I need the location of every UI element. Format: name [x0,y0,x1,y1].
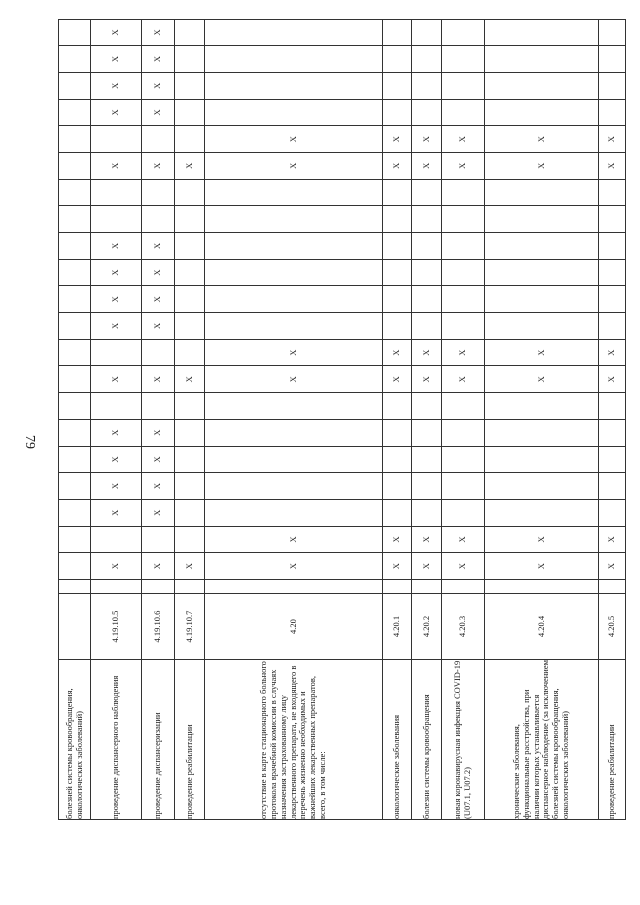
mark-cell [599,259,626,286]
rotated-table-frame [58,20,626,820]
mark-cell [205,179,382,206]
mark-cell [599,19,626,46]
mark-cell: X [91,259,142,286]
mark-cell [174,393,205,420]
mark-cell: X [441,153,484,180]
mark-cell [484,446,598,473]
table-row [59,19,91,819]
mark-cell [59,393,91,420]
mark-cell [484,99,598,126]
mark-cell: X [91,446,142,473]
mark-cell: X [412,526,442,553]
mark-cell: X [174,153,205,180]
mark-cell: X [142,46,174,73]
mark-cell: X [484,339,598,366]
row-description: отсутствие в карте стационарного больного протокола врачебной комиссии в случаях назначения застрахованному лицу лекарственного препарата, не входящего в перечень жизненно необходимых и важнейших лекарственных препаратов, всего, в том числе: [205,660,382,820]
mark-cell: X [142,153,174,180]
mark-cell [382,473,412,500]
table-wrapper [58,20,640,819]
table-row [142,19,174,819]
row-code: 4.20.1 [382,594,412,660]
mark-cell [382,72,412,99]
mark-cell [91,206,142,233]
mark-cell [59,580,91,594]
mark-cell [59,206,91,233]
table-row [205,19,382,819]
mark-cell [599,206,626,233]
mark-cell [59,286,91,313]
mark-cell: X [441,339,484,366]
mark-cell: X [142,19,174,46]
mark-cell [412,259,442,286]
mark-cell [441,313,484,340]
mark-cell [91,526,142,553]
mark-cell [174,339,205,366]
mark-cell [599,179,626,206]
mark-cell [59,473,91,500]
mark-cell [441,393,484,420]
mark-cell: X [441,526,484,553]
mark-cell: X [91,46,142,73]
row-code: 4.20.4 [484,594,598,660]
mark-cell [599,99,626,126]
mark-cell: X [205,553,382,580]
mark-cell: X [91,313,142,340]
mark-cell [484,580,598,594]
mark-cell: X [91,473,142,500]
mark-cell [484,313,598,340]
mark-cell: X [484,526,598,553]
mark-cell: X [484,126,598,153]
mark-cell [441,419,484,446]
mark-cell: X [441,366,484,393]
row-description: новая коронавирусная инфекция COVID-19 (U07.1, U07.2) [441,660,484,820]
mark-cell [484,499,598,526]
mark-cell [174,179,205,206]
mark-cell [599,580,626,594]
mark-cell [205,286,382,313]
mark-cell [382,179,412,206]
mark-cell [59,46,91,73]
mark-cell [382,393,412,420]
mark-cell [59,72,91,99]
mark-cell: X [382,366,412,393]
mark-cell: X [599,526,626,553]
mark-cell: X [412,366,442,393]
mark-cell: X [91,366,142,393]
mark-cell [484,419,598,446]
mark-cell: X [205,366,382,393]
mark-cell: X [205,126,382,153]
criteria-table [58,19,626,820]
mark-cell [382,446,412,473]
mark-cell [91,393,142,420]
mark-cell: X [142,233,174,260]
mark-cell [205,99,382,126]
row-description: болезни системы кровообращения [412,660,442,820]
mark-cell [59,99,91,126]
mark-cell [59,553,91,580]
mark-cell: X [484,553,598,580]
mark-cell: X [142,366,174,393]
mark-cell: X [441,126,484,153]
mark-cell: X [599,126,626,153]
mark-cell [205,580,382,594]
mark-cell: X [91,153,142,180]
mark-cell [174,580,205,594]
row-description: онкологические заболевания [382,660,412,820]
mark-cell: X [142,419,174,446]
mark-cell [174,233,205,260]
mark-cell [412,233,442,260]
mark-cell [382,313,412,340]
mark-cell [441,233,484,260]
mark-cell: X [142,99,174,126]
mark-cell: X [412,339,442,366]
mark-cell [142,393,174,420]
mark-cell [382,499,412,526]
mark-cell: X [412,126,442,153]
mark-cell [59,179,91,206]
mark-cell [174,206,205,233]
mark-cell: X [382,153,412,180]
mark-cell [441,446,484,473]
mark-cell [205,313,382,340]
row-code: 4.20 [205,594,382,660]
mark-cell [599,393,626,420]
mark-cell [174,99,205,126]
mark-cell: X [91,553,142,580]
mark-cell: X [599,153,626,180]
mark-cell: X [441,553,484,580]
mark-cell [174,419,205,446]
mark-cell [205,473,382,500]
mark-cell [412,72,442,99]
mark-cell: X [91,72,142,99]
mark-cell [91,179,142,206]
mark-cell [59,446,91,473]
mark-cell: X [205,526,382,553]
mark-cell [599,499,626,526]
mark-cell [484,206,598,233]
mark-cell [441,206,484,233]
mark-cell [205,419,382,446]
mark-cell [412,499,442,526]
mark-cell [599,446,626,473]
row-description: проведение диспансеризации [142,660,174,820]
mark-cell [412,393,442,420]
row-code: 4.19.10.6 [142,594,174,660]
mark-cell [205,206,382,233]
mark-cell [174,46,205,73]
mark-cell: X [599,366,626,393]
mark-cell [599,473,626,500]
mark-cell [174,19,205,46]
mark-cell [484,286,598,313]
mark-cell: X [484,366,598,393]
mark-cell [382,419,412,446]
mark-cell: X [142,553,174,580]
mark-cell [142,126,174,153]
mark-cell [205,499,382,526]
row-code: 4.20.5 [599,594,626,660]
row-description: проведение реабилитации [174,660,205,820]
mark-cell [412,206,442,233]
mark-cell [174,72,205,99]
mark-cell [174,473,205,500]
mark-cell [382,580,412,594]
mark-cell: X [205,153,382,180]
mark-cell [174,286,205,313]
mark-cell: X [174,366,205,393]
mark-cell [412,286,442,313]
mark-cell [382,99,412,126]
mark-cell [59,313,91,340]
mark-cell [205,19,382,46]
mark-cell [174,126,205,153]
mark-cell: X [599,553,626,580]
mark-cell [174,499,205,526]
mark-cell: X [412,553,442,580]
mark-cell [59,419,91,446]
mark-cell [91,339,142,366]
mark-cell: X [382,126,412,153]
row-code: 4.20.3 [441,594,484,660]
mark-cell [441,259,484,286]
row-code: 4.19.10.7 [174,594,205,660]
mark-cell: X [91,286,142,313]
mark-cell [484,259,598,286]
mark-cell [174,526,205,553]
mark-cell [484,179,598,206]
mark-cell [441,46,484,73]
mark-cell [412,179,442,206]
mark-cell: X [91,499,142,526]
page-number: 79 [22,435,37,449]
mark-cell: X [91,419,142,446]
mark-cell [441,72,484,99]
mark-cell [91,580,142,594]
mark-cell [441,179,484,206]
mark-cell [142,206,174,233]
mark-cell: X [205,339,382,366]
mark-cell [599,313,626,340]
mark-cell: X [142,499,174,526]
table-row [174,19,205,819]
mark-cell [59,233,91,260]
mark-cell [484,473,598,500]
mark-cell [441,580,484,594]
mark-cell [599,72,626,99]
mark-cell [484,233,598,260]
mark-cell [205,46,382,73]
mark-cell [382,233,412,260]
mark-cell: X [91,99,142,126]
row-description: проведение реабилитации [599,660,626,820]
table-row [412,19,442,819]
mark-cell [412,313,442,340]
mark-cell: X [91,233,142,260]
mark-cell [174,446,205,473]
row-description: проведение диспансерного наблюдения [91,660,142,820]
mark-cell [599,233,626,260]
mark-cell [484,19,598,46]
mark-cell [484,393,598,420]
mark-cell [441,99,484,126]
mark-cell [59,499,91,526]
mark-cell [412,473,442,500]
mark-cell [59,259,91,286]
mark-cell: X [142,473,174,500]
mark-cell [412,580,442,594]
mark-cell [441,19,484,46]
mark-cell: X [174,553,205,580]
mark-cell [382,206,412,233]
mark-cell [205,259,382,286]
mark-cell [382,19,412,46]
mark-cell: X [142,446,174,473]
mark-cell: X [484,153,598,180]
table-row [382,19,412,819]
mark-cell [205,72,382,99]
mark-cell: X [412,153,442,180]
mark-cell [412,99,442,126]
mark-cell [599,46,626,73]
table-row [91,19,142,819]
mark-cell [412,419,442,446]
row-description: хронические заболевания, функциональные расстройства, при наличии которых устанавливается диспансерное наблюдение (за исключением болезней системы кровообращения, онкологических заболеваний) [484,660,598,820]
mark-cell [382,46,412,73]
mark-cell [412,446,442,473]
mark-cell [205,393,382,420]
mark-cell [59,339,91,366]
mark-cell [59,126,91,153]
mark-cell [484,72,598,99]
table-row [484,19,598,819]
mark-cell: X [382,526,412,553]
mark-cell [142,339,174,366]
row-description: болезней системы кровообращения, онкологических заболеваний) [59,660,91,820]
mark-cell: X [599,339,626,366]
mark-cell: X [142,72,174,99]
mark-cell [205,233,382,260]
mark-cell: X [382,339,412,366]
mark-cell: X [91,19,142,46]
mark-cell [59,19,91,46]
mark-cell: X [142,286,174,313]
mark-cell [382,286,412,313]
mark-cell [484,46,598,73]
mark-cell [142,179,174,206]
table-row [441,19,484,819]
mark-cell [142,580,174,594]
row-code [59,594,91,660]
mark-cell [91,126,142,153]
mark-cell [142,526,174,553]
mark-cell: X [142,313,174,340]
mark-cell [441,499,484,526]
mark-cell [412,46,442,73]
mark-cell [382,259,412,286]
mark-cell [205,446,382,473]
mark-cell [174,313,205,340]
mark-cell [599,419,626,446]
table-row [599,19,626,819]
mark-cell [599,286,626,313]
mark-cell [441,286,484,313]
mark-cell: X [142,259,174,286]
row-code: 4.20.2 [412,594,442,660]
row-code: 4.19.10.5 [91,594,142,660]
mark-cell: X [382,553,412,580]
mark-cell [412,19,442,46]
mark-cell [59,366,91,393]
mark-cell [174,259,205,286]
mark-cell [441,473,484,500]
mark-cell [59,526,91,553]
mark-cell [59,153,91,180]
